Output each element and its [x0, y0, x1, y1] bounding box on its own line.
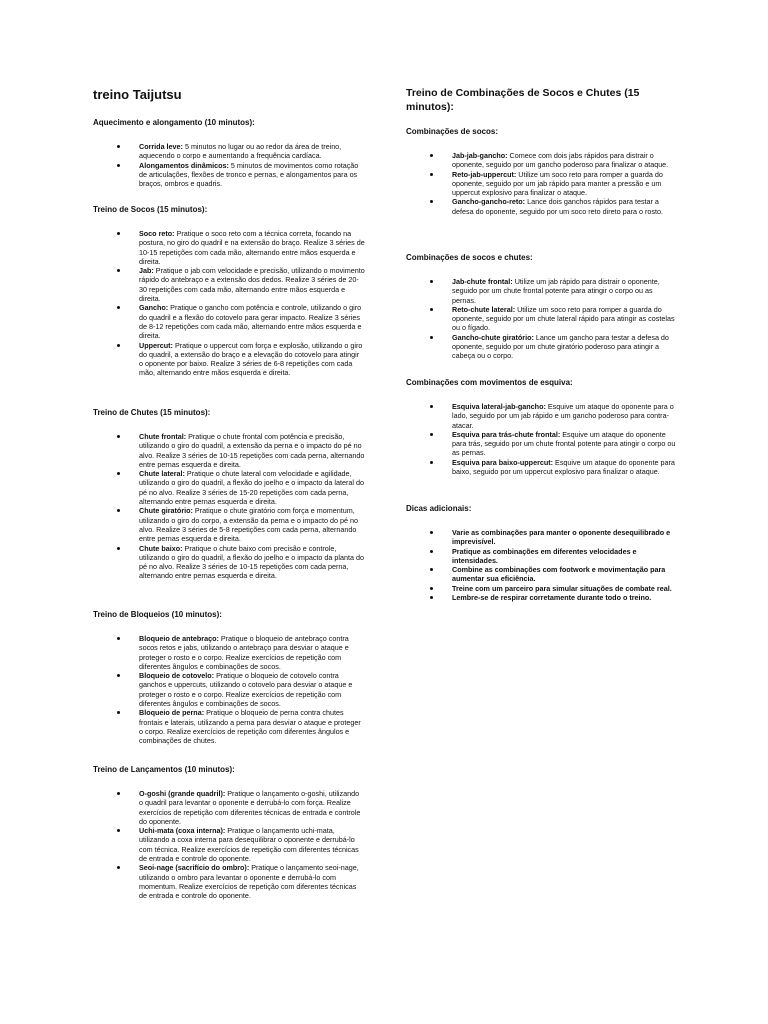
section-heading: Combinações com movimentos de esquiva:: [406, 378, 573, 387]
list-item: [406, 458, 678, 477]
section-tips: [406, 504, 678, 603]
section-heading: Combinações de socos:: [406, 127, 499, 136]
section-kicks: [93, 408, 365, 581]
list-item: [406, 584, 678, 593]
tip-text: Combine as combinações com footwork e movimentação para aumentar sua eficiência.: [452, 565, 666, 584]
item-text: Pratique o uppercut com força e explosão, utilizando o giro do quadril, a extensão do braço e a elevação do cotovelo para atingir o oponente por baixo. Realize 3 séries de 6-8 repetições com cada mão, alternando entre mãos esquerda e direita.: [139, 340, 363, 378]
item-term: Chute frontal:: [139, 432, 187, 441]
list-item: [93, 863, 365, 900]
list-item: [406, 197, 678, 216]
item-term: Jab-chute frontal:: [452, 277, 513, 286]
item-term: Gancho:: [139, 303, 169, 313]
item-text: Pratique o lançamento o-goshi, utilizando o quadril para levantar o oponente e derrubá-lo com força. Realize exercícios de repetição com diferentes técnicas de entrada e controle do oponente.: [139, 789, 361, 826]
list-item: [93, 229, 365, 266]
section-blocks: [93, 610, 365, 746]
item-text: 5 minutos no lugar ou ao redor da área de treino, aquecendo o corpo e aumentando a frequência cardíaca.: [139, 142, 342, 161]
item-list: [93, 634, 365, 746]
list-item: [93, 506, 365, 543]
section-dodge-combos: [406, 378, 678, 477]
list-item: [406, 547, 678, 566]
item-term: Esquiva para baixo-uppercut:: [452, 457, 554, 467]
item-text: Pratique o chute baixo com precisão e controle, utilizando o giro do quadril, a flexão do joelho e o impacto da planta do pé no alvo. Realize 3 séries de 10-15 repetições com cada perna, alternando entre pernas esquerda e direita.: [139, 543, 364, 581]
list-item: [93, 708, 365, 745]
section-heading: Treino de Lançamentos (10 minutos):: [93, 765, 235, 774]
list-item: [93, 142, 365, 161]
section-heading: Treino de Socos (15 minutos):: [93, 205, 208, 214]
item-text: Pratique o chute giratório com força e momentum, utilizando o giro do corpo, a extensão da perna e o impacto do pé no alvo. Realize 3 séries de 5-8 repetições com cada perna, alternando entre pernas esquerda e direita.: [139, 506, 358, 544]
list-item: [406, 151, 678, 170]
tip-text: Lembre-se de respirar corretamente durante todo o treino.: [452, 593, 652, 603]
combinations-title: Treino de Combinações de Socos e Chutes (15 minutos):: [406, 87, 640, 113]
list-item: [406, 170, 678, 198]
item-text: Utilize um jab rápido para distrair o oponente, seguido por um chute frontal potente para atingir o corpo ou as pernas.: [452, 277, 660, 305]
list-item: [93, 303, 365, 340]
item-term: Corrida leve:: [139, 142, 183, 151]
item-list: [406, 528, 678, 602]
tip-text: Varie as combinações para manter o oponente desequilibrado e imprevisível.: [452, 528, 671, 547]
item-text: Esquive um ataque do oponente para baixo, seguido por um uppercut explosivo para finalizar o ataque.: [452, 457, 675, 477]
section-punch-combos: [406, 127, 678, 216]
item-text: Pratique o bloqueio de perna contra chutes frontais e laterais, utilizando a perna para desviar o ataque e proteger o corpo. Realize exercícios de repetição com diferentes ângulos e combinações de chutes.: [139, 708, 361, 746]
item-text: Pratique o bloqueio de cotovelo contra ganchos e uppercuts, utilizando o cotovelo para desviar o ataque e proteger o rosto e o corpo. Realize exercícios de repetição com diferentes ângulos e combinações de socos.: [139, 671, 353, 709]
item-term: Gancho-chute giratório:: [452, 332, 534, 342]
list-item: [93, 432, 365, 469]
item-text: Comece com dois jabs rápidos para distrair o oponente, seguido por um gancho poderoso para finalizar o ataque.: [452, 151, 669, 170]
item-text: Esquive um ataque do oponente para trás, seguido por um chute frontal potente para atingir o corpo ou as pernas.: [452, 429, 676, 458]
list-item: [93, 161, 365, 189]
item-list: [93, 432, 365, 581]
section-heading: Treino de Bloqueios (10 minutos):: [93, 610, 222, 619]
tip-text: Pratique as combinações em diferentes velocidades e intensidades.: [452, 546, 637, 565]
list-item: [93, 789, 365, 826]
item-list: [406, 151, 678, 216]
item-term: Jab-jab-gancho:: [452, 151, 508, 160]
list-item: [93, 341, 365, 378]
item-text: Pratique o lançamento uchi-mata, utilizando a coxa interna para desequilibrar o oponente e derrubá-lo com técnica. Realize exercícios de repetição com diferentes técnicas de entrada e controle do oponente.: [139, 826, 359, 864]
item-term: O-goshi (grande quadril):: [139, 789, 226, 798]
item-term: Reto-chute lateral:: [452, 304, 516, 314]
list-item: [93, 469, 365, 506]
document-title: treino Taijutsu: [93, 87, 182, 102]
item-text: Pratique o chute lateral com velocidade e agilidade, utilizando o giro do quadril, a flexão do joelho e o impacto da lateral do pé no alvo. Realize 3 séries de 15-20 repetições com cada perna, alternando entre pernas esquerda e direita.: [139, 469, 364, 507]
item-term: Reto-jab-uppercut:: [452, 169, 517, 179]
section-heading: Combinações de socos e chutes:: [406, 253, 533, 262]
section-punch-kick-combos: [406, 253, 678, 361]
item-term: Bloqueio de cotovelo:: [139, 671, 215, 681]
item-text: Utilize um soco reto para romper a guarda do oponente, seguido por um chute lateral rápido para atingir as costelas ou o fígado.: [452, 304, 675, 333]
item-term: Uppercut:: [139, 340, 173, 350]
list-item: [406, 277, 678, 305]
item-text: Pratique o gancho com potência e controle, utilizando o giro do quadril e a flexão do cotovelo para gerar impacto. Realize 3 séries de 8-12 repetições com cada mão, alternando entre mãos esquerda e direita.: [139, 303, 362, 341]
item-term: Gancho-gancho-reto:: [452, 197, 526, 207]
item-list: [406, 402, 678, 476]
list-item: [93, 544, 365, 581]
list-item: [406, 333, 678, 361]
list-item: [406, 430, 678, 458]
item-term: Alongamentos dinâmicos:: [139, 160, 229, 170]
item-term: Bloqueio de antebraço:: [139, 634, 219, 643]
list-item: [406, 565, 678, 584]
list-item: [93, 266, 365, 303]
item-text: 5 minutos de movimentos como rotação de articulações, flexões de tronco e pernas, e alongamentos para os braços, ombros e quadris.: [139, 160, 359, 189]
item-term: Bloqueio de perna:: [139, 708, 205, 718]
item-term: Uchi-mata (coxa interna):: [139, 826, 226, 836]
item-term: Soco reto:: [139, 229, 175, 238]
list-item: [406, 305, 678, 333]
item-text: Pratique o chute frontal com potência e precisão, utilizando o giro do quadril, a extensão da perna e o impacto do pé no alvo. Realize 3 séries de 10-15 repetições com cada perna, alternando entre pernas esquerda e direita.: [139, 432, 365, 469]
item-term: Chute lateral:: [139, 469, 185, 479]
item-list: [93, 142, 365, 188]
section-warmup: [93, 118, 365, 189]
list-item: [406, 402, 678, 430]
section-heading: Treino de Chutes (15 minutos):: [93, 408, 211, 417]
item-text: Utilize um soco reto para romper a guarda do oponente, seguido por um jab rápido para manter a pressão e um uppercut explosivo para finalizar o ataque.: [452, 169, 663, 198]
section-heading: Dicas adicionais:: [406, 504, 472, 513]
item-term: Esquiva lateral-jab-gancho:: [452, 402, 546, 411]
item-term: Chute giratório:: [139, 506, 193, 516]
list-item: [406, 528, 678, 547]
item-term: Jab:: [139, 266, 154, 276]
section-throws: [93, 765, 365, 901]
item-text: Lance dois ganchos rápidos para testar a defesa do oponente, seguido por um soco reto direto para o rosto.: [452, 197, 663, 216]
item-list: [93, 789, 365, 901]
list-item: [93, 671, 365, 708]
item-text: Pratique o bloqueio de antebraço contra socos retos e jabs, utilizando o antebraço para desviar o ataque e proteger o rosto e o corpo. Realize exercícios de repetição com diferentes ângulos e combinações de socos.: [139, 634, 349, 671]
section-heading: Aquecimento e alongamento (10 minutos):: [93, 118, 255, 127]
item-text: Pratique o soco reto com a técnica correta, focando na postura, no giro do quadril e na extensão do braço. Realize 3 séries de 10-15 repetições com cada mão, alternando entre mãos esquerda e direita.: [139, 229, 365, 266]
section-punches: [93, 205, 365, 378]
list-item: [93, 634, 365, 671]
item-text: Pratique o jab com velocidade e precisão, utilizando o movimento rápido do antebraço e a extensão dos dedos. Realize 3 séries de 20-30 repetições com cada mão, alternando entre mãos esquerda e direita.: [139, 266, 365, 304]
item-list: [406, 277, 678, 361]
list-item: [93, 826, 365, 863]
item-text: Lance um gancho para testar a defesa do oponente, seguido por um chute giratório poderoso para atingir a cabeça ou o corpo.: [452, 332, 669, 361]
item-term: Esquiva para trás-chute frontal:: [452, 429, 561, 439]
list-item: [406, 593, 678, 602]
tip-text: Treine com um parceiro para simular situações de combate real.: [452, 583, 672, 593]
item-text: Esquive um ataque do oponente para o lado, seguido por um jab rápido e um gancho poderoso para contra-atacar.: [452, 402, 674, 430]
item-text: Pratique o lançamento seoi-nage, utilizando o ombro para levantar o oponente e derrubá-lo com momentum. Realize exercícios de repetição com diferentes técnicas de entrada e controle do oponente.: [139, 863, 359, 901]
item-list: [93, 229, 365, 378]
item-term: Seoi-nage (sacrifício do ombro):: [139, 863, 250, 873]
item-term: Chute baixo:: [139, 543, 183, 553]
